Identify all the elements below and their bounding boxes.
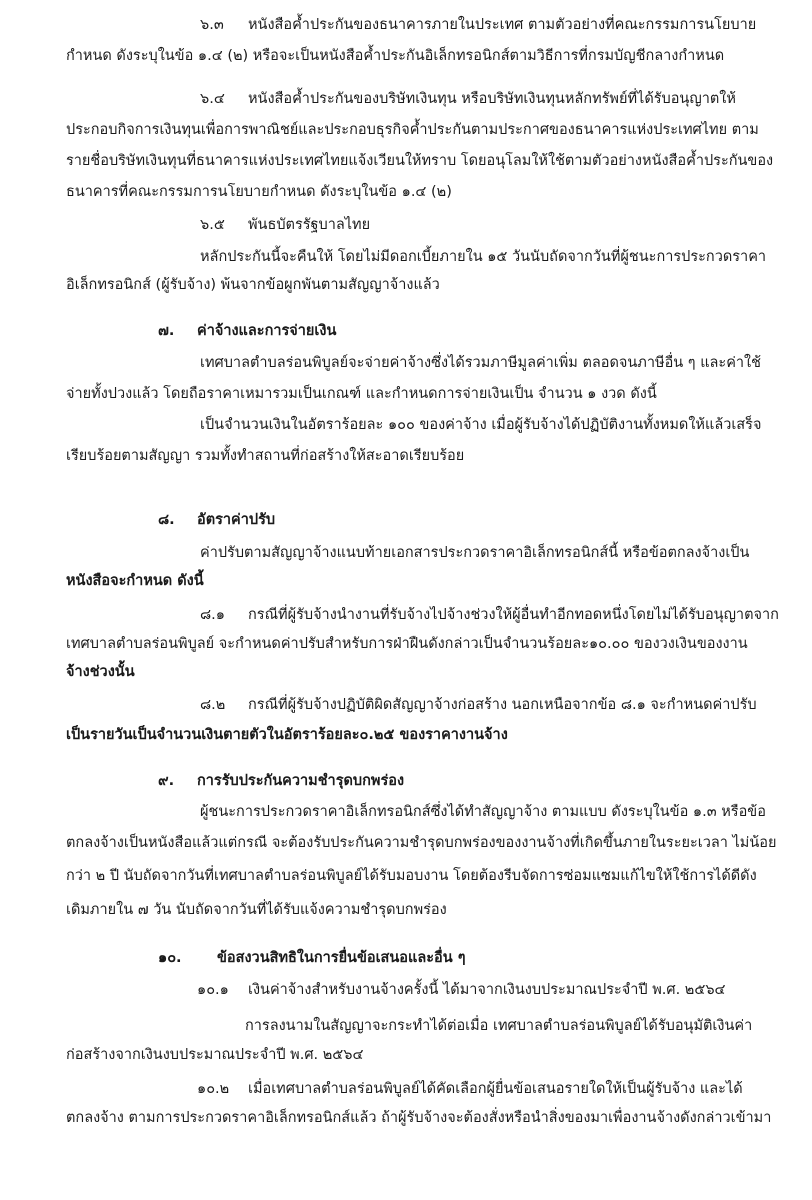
section-7-para-2-line-2: เรียบร้อยตามสัญญา รวมทั้งทำสถานที่ก่อสร้างให้สะอาดเรียบร้อย <box>66 448 465 464</box>
section-7-title: ค่าจ้างและการจ่ายเงิน <box>197 323 337 339</box>
section-8-title: อัตราค่าปรับ <box>197 512 276 528</box>
item-6-4-line-2: ประกอบกิจการเงินทุนเพื่อการพาณิชย์และประกอบธุรกิจค้ำประกันตามประกาศของธนาคารแห่งประเทศไทย ตาม <box>66 122 759 138</box>
item-6-4-line-1: หนังสือค้ำประกันของบริษัทเงินทุน หรือบริษัทเงินทุนหลักทรัพย์ที่ได้รับอนุญาตให้ <box>248 91 736 107</box>
item-6-3-line-2: กำหนด ดังระบุในข้อ ๑.๔ (๒) หรือจะเป็นหนังสือค้ำประกันอิเล็กทรอนิกส์ตามวิธีการที่กรมบัญชีกลางกำหนด <box>66 48 725 64</box>
item-8-1-line-2: เทศบาลตำบลร่อนพิบูลย์ จะกำหนดค่าปรับสำหรับการฝ่าฝืนดังกล่าวเป็นจำนวนร้อยละ๑๐.๐๐ ของวงเงินของงาน <box>66 636 748 652</box>
section-9-line-4: เดิมภายใน ๗ วัน นับถัดจากวันที่ได้รับแจ้งความชำรุดบกพร่อง <box>66 902 447 918</box>
item-10-2-number: ๑๐.๒ <box>197 1081 230 1097</box>
item-8-1-line-3: จ้างช่วงนั้น <box>66 664 135 680</box>
guarantee-return-line-1: หลักประกันนี้จะคืนให้ โดยไม่มีดอกเบี้ยภายใน ๑๕ วันนับถัดจากวันที่ผู้ชนะการประกวดราคา <box>200 249 767 265</box>
item-6-4-number: ๖.๔ <box>200 91 225 107</box>
item-8-1-line-1: กรณีที่ผู้รับจ้างนำงานที่รับจ้างไปจ้างช่วงให้ผู้อื่นทำอีกทอดหนึ่งโดยไม่ได้รับอนุญาตจาก <box>248 607 779 623</box>
item-10-1-number: ๑๐.๑ <box>197 982 229 998</box>
item-10-2-line-2: ตกลงจ้าง ตามการประกวดราคาอิเล็กทรอนิกส์แล้ว ถ้าผู้รับจ้างจะต้องสั่งหรือนำสิ่งของมาเพื่องานจ้างดังกล่าวเข้ามา <box>66 1110 772 1126</box>
section-8-intro-line-2: หนังสือจะกำหนด ดังนี้ <box>66 573 204 589</box>
section-9-line-2: ตกลงจ้างเป็นหนังสือแล้วแต่กรณี จะต้องรับประกันความชำรุดบกพร่องของงานจ้างที่เกิดขึ้นภายในระยะเวลา ไม่น้อย <box>66 835 777 851</box>
section-8-intro-line-1: ค่าปรับตามสัญญาจ้างแนบท้ายเอกสารประกวดราคาอิเล็กทรอนิกส์นี้ หรือข้อตกลงจ้างเป็น <box>200 545 750 561</box>
section-8-number: ๘. <box>158 512 175 528</box>
section-10-number: ๑๐. <box>158 950 182 966</box>
item-8-2-line-2: เป็นรายวันเป็นจำนวนเงินตายตัวในอัตราร้อยละ๐.๒๕ ของราคางานจ้าง <box>66 727 508 743</box>
section-7-number: ๗. <box>158 323 175 339</box>
item-10-2-line-1: เมื่อเทศบาลตำบลร่อนพิบูลย์ได้คัดเลือกผู้ยื่นข้อเสนอรายใดให้เป็นผู้รับจ้าง และได้ <box>248 1081 743 1097</box>
item-6-3-number: ๖.๓ <box>200 17 224 33</box>
item-6-3-line-1: หนังสือค้ำประกันของธนาคารภายในประเทศ ตามตัวอย่างที่คณะกรรมการนโยบาย <box>248 17 757 33</box>
section-7-para-1-line-1: เทศบาลตำบลร่อนพิบูลย์จะจ่ายค่าจ้างซึ่งได้รวมภาษีมูลค่าเพิ่ม ตลอดจนภาษีอื่น ๆ และค่าใช้ <box>200 355 761 371</box>
item-8-2-line-1: กรณีที่ผู้รับจ้างปฏิบัติผิดสัญญาจ้างก่อสร้าง นอกเหนือจากข้อ ๘.๑ จะกำหนดค่าปรับ <box>248 697 757 713</box>
section-9-line-3: กว่า ๒ ปี นับถัดจากวันที่เทศบาลตำบลร่อนพิบูลย์ได้รับมอบงาน โดยต้องรีบจัดการซ่อมแซมแก้ไขให้ใช้การได้ดีดัง <box>66 868 757 884</box>
section-9-title: การรับประกันความชำรุดบกพร่อง <box>197 773 405 789</box>
section-10-title: ข้อสงวนสิทธิในการยื่นข้อเสนอและอื่น ๆ <box>217 950 466 966</box>
item-8-2-number: ๘.๒ <box>200 697 226 713</box>
item-6-4-line-4: ธนาคารที่คณะกรรมการนโยบายกำหนด ดังระบุในข้อ ๑.๔ (๒) <box>66 184 452 200</box>
section-7-para-2-line-1: เป็นจำนวนเงินในอัตราร้อยละ ๑๐๐ ของค่าจ้าง เมื่อผู้รับจ้างได้ปฏิบัติงานทั้งหมดให้แล้วเสร็จ <box>200 417 762 433</box>
item-10-1-line-3: ก่อสร้างจากเงินงบประมาณประจำปี พ.ศ. ๒๕๖๔ <box>66 1047 364 1063</box>
item-6-5-line-1: พันธบัตรรัฐบาลไทย <box>248 217 371 233</box>
section-7-para-1-line-2: จ่ายทั้งปวงแล้ว โดยถือราคาเหมารวมเป็นเกณฑ์ และกำหนดการจ่ายเงินเป็น จำนวน ๑ งวด ดังนี้ <box>66 386 657 402</box>
item-8-1-number: ๘.๑ <box>200 607 225 623</box>
guarantee-return-line-2: อิเล็กทรอนิกส์ (ผู้รับจ้าง) พ้นจากข้อผูกพันตามสัญญาจ้างแล้ว <box>66 277 440 293</box>
section-9-line-1: ผู้ชนะการประกวดราคาอิเล็กทรอนิกส์ซึ่งได้ทำสัญญาจ้าง ตามแบบ ดังระบุในข้อ ๑.๓ หรือข้อ <box>200 804 766 820</box>
item-10-1-line-2: การลงนามในสัญญาจะกระทำได้ต่อเมื่อ เทศบาลตำบลร่อนพิบูลย์ได้รับอนุมัติเงินค่า <box>245 1018 753 1034</box>
item-10-1-line-1: เงินค่าจ้างสำหรับงานจ้างครั้งนี้ ได้มาจากเงินงบประมาณประจำปี พ.ศ. ๒๕๖๔ <box>248 982 726 998</box>
item-6-5-number: ๖.๕ <box>200 217 225 233</box>
item-6-4-line-3: รายชื่อบริษัทเงินทุนที่ธนาคารแห่งประเทศไทยแจ้งเวียนให้ทราบ โดยอนุโลมให้ใช้ตามตัวอย่างหนังสือค้ำประกันของ <box>66 153 774 169</box>
section-9-number: ๙. <box>158 773 175 789</box>
